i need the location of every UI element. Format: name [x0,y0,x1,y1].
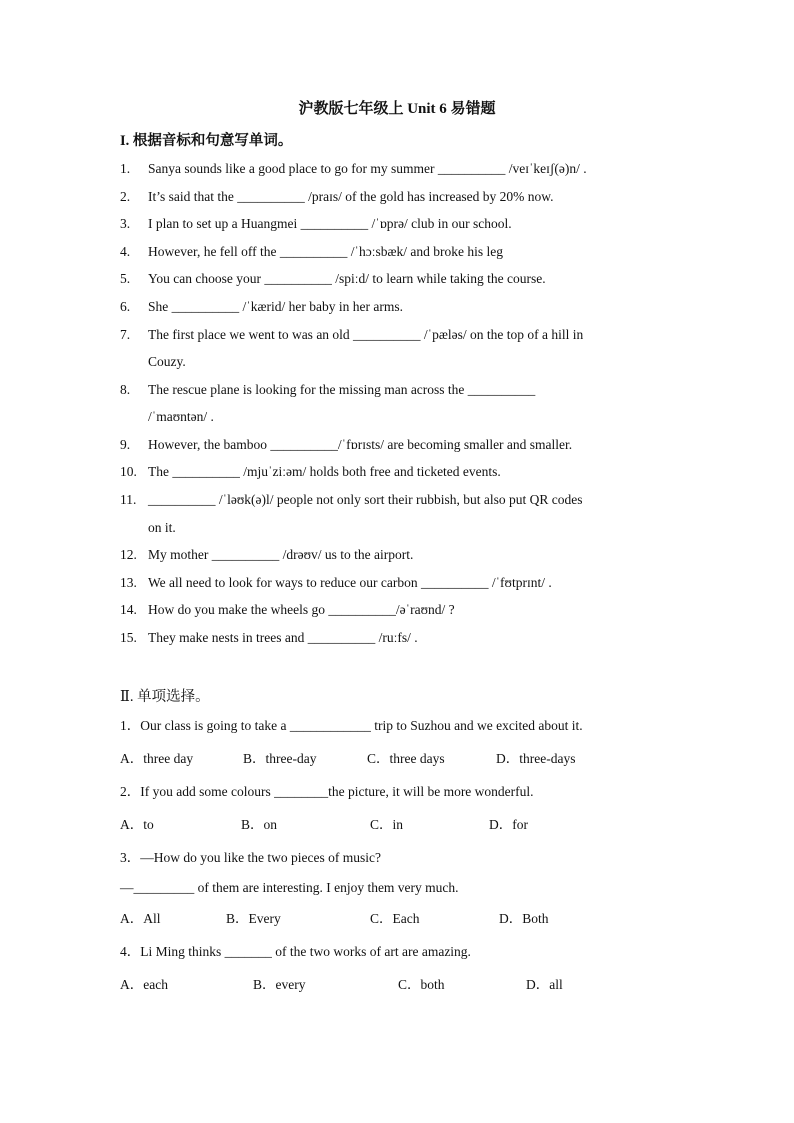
item-text: We all need to look for ways to reduce our carbon __________ /ˈfʊtprɪnt/ . [148,575,552,590]
item-number: 7. [120,327,131,342]
item-number: 2. [120,189,131,204]
item-text: The first place we went to was an old __________ /ˈpæləs/ on the top of a hill in [148,327,584,342]
option-a: A．three day [120,751,194,766]
item-number: 10. [120,464,137,479]
option-c: C．three days [367,751,445,766]
question-stem: 4．Li Ming thinks _______ of the two works of art are amazing. [120,944,471,959]
option-b: B．on [241,817,278,832]
item-text: My mother __________ /drəʊv/ us to the airport. [148,547,414,562]
item-text: You can choose your __________ /spiːd/ to learn while taking the course. [148,271,546,286]
question-stem: 2．If you add some colours ________the picture, it will be more wonderful. [120,784,534,799]
question-stem: 3．—How do you like the two pieces of music? [120,850,381,865]
option-d: D．all [526,977,563,992]
item-text: It’s said that the __________ /praɪs/ of the gold has increased by 20% now. [148,189,554,204]
option-d: D．three-days [496,751,576,766]
item-text: The __________ /mjuˈziːəm/ holds both free and ticketed events. [148,464,501,479]
item-text: However, he fell off the __________ /ˈhɔːsbæk/ and broke his leg [148,244,504,259]
item-text: She __________ /ˈkærid/ her baby in her arms. [148,299,403,314]
item-number: 13. [120,575,137,590]
item-number: 1. [120,161,131,176]
item-number: 6. [120,299,131,314]
item-number: 11. [120,492,137,507]
item-number: 5. [120,271,131,286]
option-a: A．to [120,817,154,832]
item-text: They make nests in trees and __________ /ruːfs/ . [148,630,418,645]
option-b: B．Every [226,911,281,926]
item-text: __________ /ˈləʊk(ə)l/ people not only sort their rubbish, but also put QR codes [148,492,583,507]
item-text: I plan to set up a Huangmei __________ /ˈɒprə/ club in our school. [148,216,512,231]
section-2-heading: Ⅱ. 单项选择。 [120,689,210,705]
item-text-continued: Couzy. [148,354,186,369]
item-text: How do you make the wheels go __________/əˈraʊnd/ ? [148,602,455,617]
item-text: Sanya sounds like a good place to go for my summer __________ /veɪˈkeɪʃ(ə)n/ . [148,161,587,176]
item-number: 4. [120,244,131,259]
option-c: C．both [398,977,445,992]
option-a: A．each [120,977,168,992]
item-number: 8. [120,382,131,397]
option-c: C．Each [370,911,420,926]
item-number: 9. [120,437,131,452]
item-number: 3. [120,216,131,231]
item-text: The rescue plane is looking for the missing man across the __________ [148,382,536,397]
option-b: B．three-day [243,751,317,766]
option-d: D．Both [499,911,549,926]
item-number: 14. [120,602,137,617]
option-a: A．All [120,911,161,926]
item-text: However, the bamboo __________/ˈfɒrɪsts/ are becoming smaller and smaller. [148,437,573,452]
item-text-continued: /ˈmaʊntən/ . [148,409,214,424]
item-text-continued: on it. [148,520,176,535]
option-b: B．every [253,977,306,992]
option-c: C．in [370,817,404,832]
item-number: 15. [120,630,137,645]
question-stem-response: —_________ of them are interesting. I enjoy them very much. [120,880,459,895]
page-title: 沪教版七年级上 Unit 6 易错题 [298,101,496,117]
section-1-heading: I. 根据音标和句意写单词。 [120,133,293,149]
option-d: D．for [489,817,528,832]
item-number: 12. [120,547,137,562]
question-stem: 1．Our class is going to take a ____________ trip to Suzhou and we excited about it. [120,718,583,733]
